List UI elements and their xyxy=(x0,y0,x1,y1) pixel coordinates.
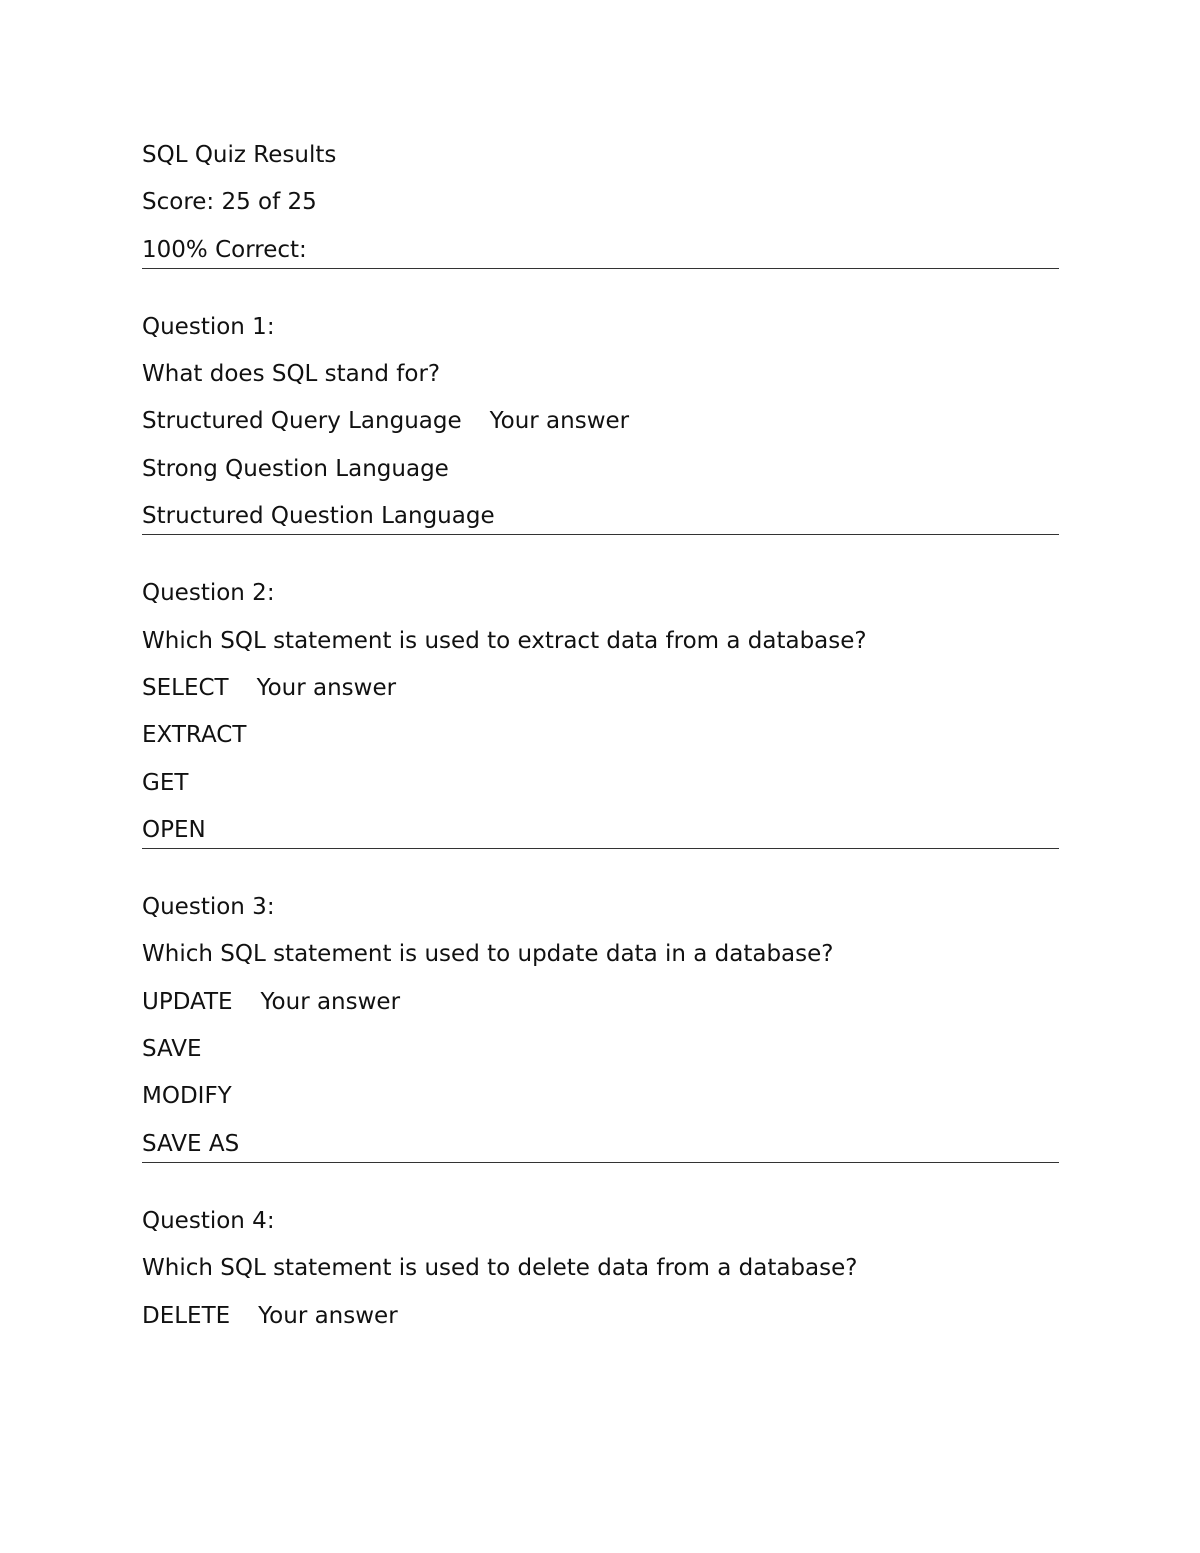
option-text: UPDATE xyxy=(142,988,233,1015)
question-prompt: Which SQL statement is used to extract data from a database? xyxy=(142,627,867,654)
question-heading: Question 1: xyxy=(142,313,275,340)
score-text: Score: 25 of 25 xyxy=(142,189,317,216)
your-answer-label: Your answer xyxy=(258,1302,398,1329)
question-prompt: What does SQL stand for? xyxy=(142,361,441,388)
question-4 xyxy=(142,1163,1059,1347)
your-answer-label: Your answer xyxy=(260,988,401,1015)
question-3 xyxy=(142,849,1059,1175)
percent-correct-text: 100% Correct: xyxy=(142,236,307,263)
answer-option: Strong Question Language xyxy=(142,455,449,482)
your-answer-label: Your answer xyxy=(489,408,630,435)
option-text: Structured Query Language xyxy=(142,408,462,435)
answer-option: GET xyxy=(142,769,189,796)
question-2 xyxy=(142,535,1059,861)
question-heading: Question 3: xyxy=(142,894,275,921)
question-prompt: Which SQL statement is used to delete data from a database? xyxy=(142,1255,858,1282)
option-text: DELETE xyxy=(142,1302,231,1329)
quiz-results xyxy=(142,139,1059,1347)
answer-option xyxy=(142,1300,1059,1347)
option-text: SELECT xyxy=(142,674,229,701)
answer-option: OPEN xyxy=(142,816,206,843)
answer-option: SAVE xyxy=(142,1036,202,1063)
answer-option: EXTRACT xyxy=(142,722,247,749)
question-heading: Question 2: xyxy=(142,580,275,607)
question-prompt: Which SQL statement is used to update data in a database? xyxy=(142,941,834,968)
answer-option xyxy=(142,672,1059,719)
your-answer-label: Your answer xyxy=(256,674,397,701)
question-1 xyxy=(142,269,1059,547)
answer-option xyxy=(142,405,1059,452)
answer-option: SAVE AS xyxy=(142,1130,240,1157)
answer-option: MODIFY xyxy=(142,1083,232,1110)
answer-option: Structured Question Language xyxy=(142,503,495,530)
document-title: SQL Quiz Results xyxy=(142,142,337,168)
question-heading: Question 4: xyxy=(142,1207,275,1234)
answer-option xyxy=(142,986,1059,1033)
